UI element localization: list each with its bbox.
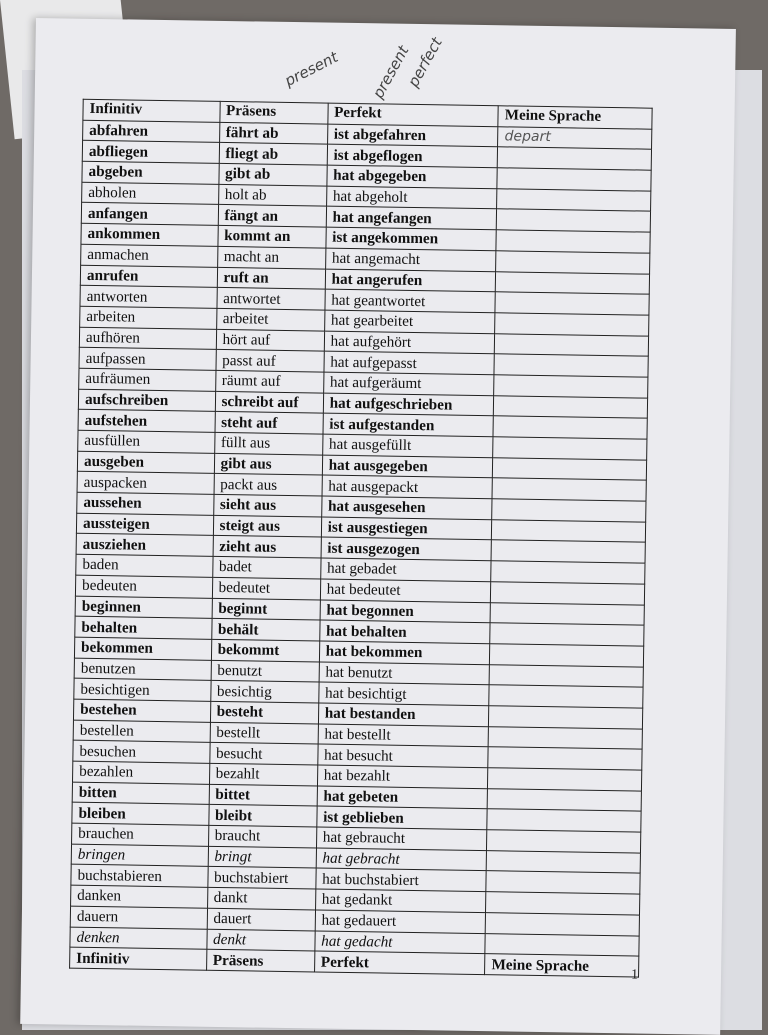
cell-praesens: hört auf [216,329,324,351]
header-infinitiv: Infinitiv [83,99,220,122]
cell-praesens: bringt [208,846,316,868]
cell-infinitiv: brauchen [72,823,209,846]
cell-infinitiv: bitten [72,782,209,805]
cell-meine-sprache [489,685,643,708]
cell-perfekt: hat angerufen [325,269,496,292]
cell-meine-sprache [493,416,647,439]
cell-infinitiv: auspacken [77,472,214,495]
cell-praesens: holt ab [218,184,326,206]
cell-praesens: bestellt [210,722,318,744]
cell-infinitiv: abgeben [82,161,219,184]
cell-praesens: dauert [207,908,315,930]
cell-perfekt: hat gedauert [315,910,486,933]
cell-perfekt: hat aufgehört [324,331,495,354]
cell-infinitiv: arbeiten [80,306,217,329]
cell-infinitiv: abfliegen [82,141,219,164]
cell-perfekt: hat begonnen [320,600,491,623]
cell-praesens: ruft an [217,267,325,289]
cell-infinitiv: ausgeben [77,451,214,474]
cell-praesens: bittet [209,784,317,806]
cell-praesens: macht an [217,246,325,268]
handwritten-present-perfect-note-2: perfect [404,34,446,91]
cell-perfekt: hat benutzt [319,662,490,685]
cell-meine-sprache [487,809,641,832]
cell-perfekt: ist abgeflogen [327,144,498,167]
cell-praesens: passt auf [216,350,324,372]
cell-praesens: fliegt ab [219,143,327,165]
cell-perfekt: ist geblieben [316,806,487,829]
worksheet-page [20,18,736,1035]
cell-praesens: behält [211,619,319,641]
cell-perfekt: hat bestellt [318,724,489,747]
cell-meine-sprache [493,437,647,460]
cell-meine-sprache [491,561,645,584]
cell-infinitiv: bezahlen [73,761,210,784]
cell-infinitiv: behalten [75,616,212,639]
cell-meine-sprache [492,499,646,522]
cell-infinitiv: abholen [82,182,219,205]
cell-praesens: bleibt [208,805,316,827]
cell-praesens: fährt ab [219,122,327,144]
cell-perfekt: hat gebeten [317,786,488,809]
cell-infinitiv: anrufen [80,265,217,288]
cell-infinitiv: ausfüllen [78,430,215,453]
cell-meine-sprache [486,871,640,894]
cell-praesens: arbeitet [216,308,324,330]
cell-perfekt: hat bestanden [318,703,489,726]
cell-perfekt: hat behalten [319,620,490,643]
cell-infinitiv: dauern [70,906,207,929]
cell-perfekt: hat angefangen [326,207,497,230]
cell-meine-sprache [497,189,651,212]
cell-infinitiv: bringen [71,844,208,867]
cell-perfekt: hat gedankt [315,889,486,912]
footer-meine-sprache: Meine Sprache [485,954,639,977]
cell-perfekt: hat ausgesehen [321,496,492,519]
cell-infinitiv: ausziehen [76,534,213,557]
cell-infinitiv: danken [71,885,208,908]
cell-meine-sprache [490,602,644,625]
cell-meine-sprache [489,664,643,687]
cell-meine-sprache [486,850,640,873]
cell-infinitiv: besichtigen [74,678,211,701]
cell-meine-sprache [498,147,652,170]
cell-praesens: zieht aus [213,536,321,558]
cell-infinitiv: abfahren [83,120,220,143]
footer-infinitiv: Infinitiv [70,947,207,970]
cell-perfekt: hat abgeholt [326,186,497,209]
cell-praesens: bedeutet [212,577,320,599]
cell-praesens: gibt ab [218,163,326,185]
cell-meine-sprache [495,313,649,336]
cell-perfekt: hat ausgepackt [322,475,493,498]
page-number: 1 [630,967,639,983]
cell-praesens: dankt [207,887,315,909]
cell-perfekt: hat besucht [317,744,488,767]
cell-meine-sprache [487,788,641,811]
cell-meine-sprache [490,644,644,667]
header-praesens: Präsens [219,101,327,123]
footer-perfekt: Perfekt [314,951,485,974]
cell-meine-sprache [488,768,642,791]
cell-infinitiv: buchstabieren [71,865,208,888]
cell-perfekt: ist angekommen [326,227,497,250]
cell-perfekt: hat gebraucht [316,827,487,850]
cell-praesens: denkt [206,929,314,951]
cell-praesens: steht auf [215,412,323,434]
cell-infinitiv: bedeuten [75,575,212,598]
cell-infinitiv: aufstehen [78,410,215,433]
cell-meine-sprache [488,726,642,749]
cell-meine-sprache [495,292,649,315]
cell-perfekt: hat ausgegeben [322,455,493,478]
cell-praesens: schreibt auf [215,391,323,413]
cell-infinitiv: benutzen [74,658,211,681]
cell-praesens: besucht [209,743,317,765]
cell-praesens: kommt an [217,226,325,248]
cell-meine-sprache [494,395,648,418]
cell-perfekt: hat gearbeitet [324,310,495,333]
cell-perfekt: ist ausgestiegen [321,517,492,540]
cell-praesens: gibt aus [214,453,322,475]
cell-infinitiv: aussehen [77,492,214,515]
cell-perfekt: ist abgefahren [327,124,498,147]
cell-infinitiv: besuchen [73,740,210,763]
handwritten-present-perfect-note-1: present [368,42,413,102]
cell-perfekt: ist ausgezogen [321,537,492,560]
header-perfekt: Perfekt [328,103,499,126]
cell-perfekt: hat geantwortet [325,289,496,312]
cell-meine-sprache [494,375,648,398]
cell-meine-sprache [492,519,646,542]
cell-perfekt: hat abgegeben [327,165,498,188]
handwritten-present-note: present [281,47,341,90]
cell-perfekt: hat gebracht [316,848,487,871]
cell-meine-sprache [493,457,647,480]
cell-infinitiv: antworten [80,285,217,308]
cell-praesens: fängt an [218,205,326,227]
cell-praesens: beginnt [212,598,320,620]
cell-praesens: steigt aus [213,515,321,537]
cell-infinitiv: beginnen [75,596,212,619]
cell-perfekt: ist aufgestanden [323,413,494,436]
cell-infinitiv: bleiben [72,803,209,826]
cell-meine-sprache [490,623,644,646]
cell-infinitiv: bestellen [73,720,210,743]
cell-meine-sprache [496,230,650,253]
cell-perfekt: hat gedacht [315,930,486,953]
cell-meine-sprache [496,271,650,294]
cell-infinitiv: aussteigen [76,513,213,536]
cell-perfekt: hat gebadet [320,558,491,581]
cell-meine-sprache [491,582,645,605]
cell-praesens: braucht [208,825,316,847]
cell-infinitiv: anfangen [81,203,218,226]
cell-meine-sprache [496,251,650,274]
cell-meine-sprache [487,830,641,853]
cell-perfekt: hat bekommen [319,641,490,664]
cell-meine-sprache [495,333,649,356]
cell-meine-sprache [485,933,639,956]
cell-praesens: füllt aus [214,432,322,454]
cell-meine-sprache [494,354,648,377]
cell-perfekt: hat besichtigt [318,682,489,705]
cell-perfekt: hat bedeutet [320,579,491,602]
cell-meine-sprache: depart [498,126,652,149]
cell-perfekt: hat aufgeschrieben [323,393,494,416]
verb-conjugation-table [69,99,653,978]
cell-praesens: besteht [210,701,318,723]
header-meine-sprache: Meine Sprache [498,106,652,129]
cell-infinitiv: aufhören [79,327,216,350]
cell-infinitiv: bestehen [73,699,210,722]
cell-meine-sprache [486,892,640,915]
cell-infinitiv: bekommen [74,637,211,660]
cell-infinitiv: anmachen [81,244,218,267]
footer-praesens: Präsens [206,949,314,971]
cell-meine-sprache [491,540,645,563]
cell-infinitiv: aufschreiben [78,389,215,412]
cell-meine-sprache [489,706,643,729]
cell-perfekt: hat angemacht [325,248,496,271]
cell-infinitiv: denken [70,927,207,950]
cell-praesens: sieht aus [213,494,321,516]
cell-praesens: bekommt [211,639,319,661]
cell-meine-sprache [497,168,651,191]
cell-infinitiv: baden [76,554,213,577]
cell-perfekt: hat ausgefüllt [322,434,493,457]
cell-perfekt: hat aufgepasst [324,351,495,374]
cell-praesens: räumt auf [215,370,323,392]
cell-infinitiv: aufpassen [79,347,216,370]
cell-meine-sprache [497,209,651,232]
cell-praesens: antwortet [217,288,325,310]
cell-meine-sprache [492,478,646,501]
cell-praesens: bezahlt [209,763,317,785]
cell-praesens: buchstabiert [207,867,315,889]
cell-infinitiv: ankommen [81,223,218,246]
cell-perfekt: hat buchstabiert [316,868,487,891]
cell-infinitiv: aufräumen [79,368,216,391]
cell-meine-sprache [488,747,642,770]
cell-praesens: badet [212,556,320,578]
cell-perfekt: hat bezahlt [317,765,488,788]
cell-praesens: besichtig [210,681,318,703]
cell-perfekt: hat aufgeräumt [323,372,494,395]
cell-praesens: packt aus [214,474,322,496]
cell-meine-sprache [486,912,640,935]
verb-table-body [70,120,652,956]
cell-praesens: benutzt [211,660,319,682]
